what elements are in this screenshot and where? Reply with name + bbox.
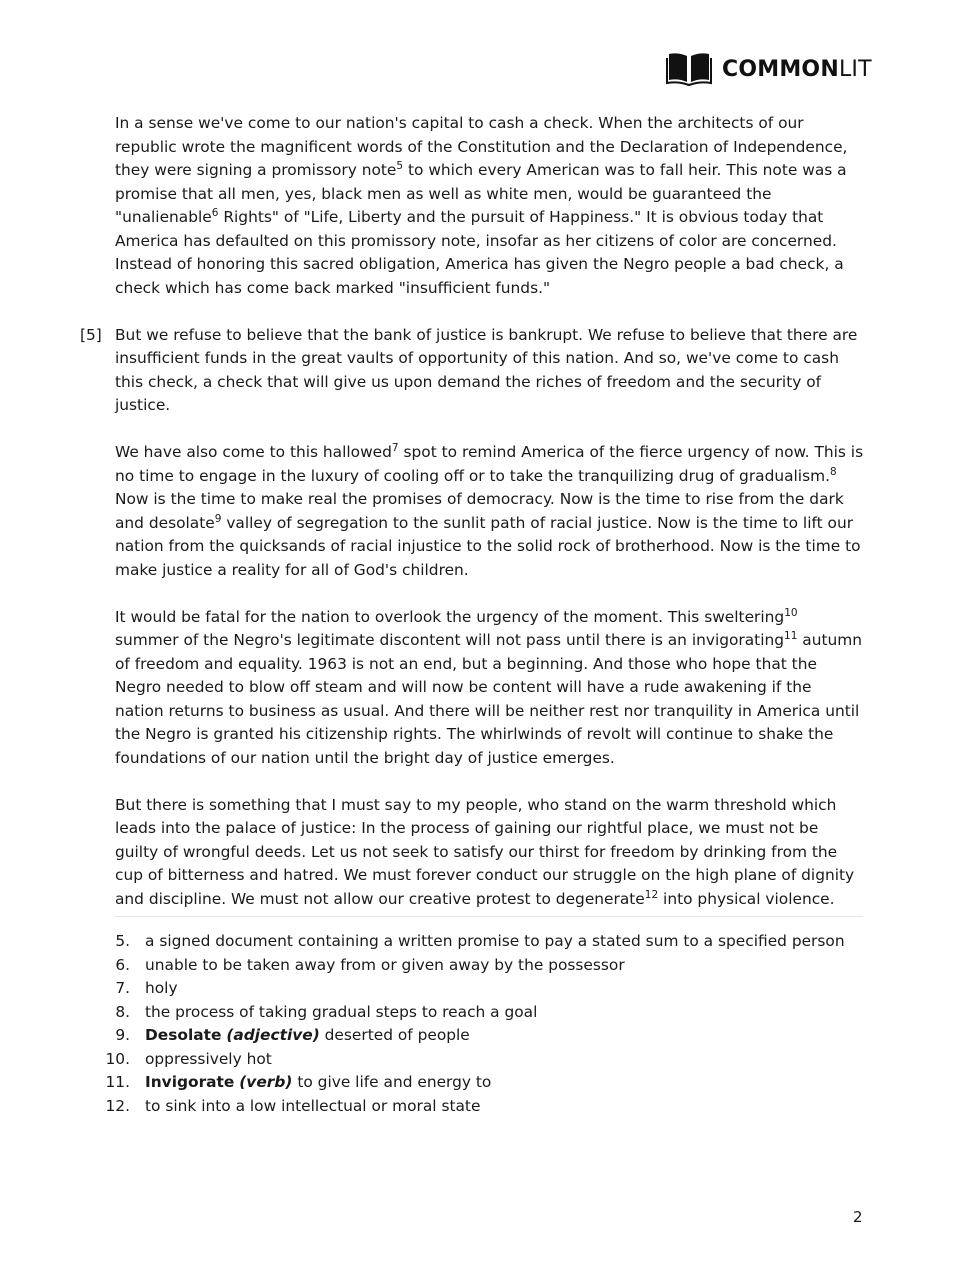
paragraph-text: into physical violence.: [658, 889, 835, 908]
paragraph-number: [5]: [80, 325, 102, 344]
footnote-reference[interactable]: 10: [784, 606, 798, 619]
footnote-body: [145, 954, 625, 978]
footnote-definition: oppressively hot: [145, 1049, 272, 1068]
footnote-number: 6.: [115, 955, 130, 974]
footnote-number: 8.: [115, 1002, 130, 1021]
paragraph-text: Now is the time to make real the promises of democracy. Now is the time to rise from the dark and desolate: [115, 490, 844, 532]
footnote-reference[interactable]: 5: [396, 159, 404, 172]
footnote-number: 10.: [105, 1049, 130, 1068]
footnote-definition: the process of taking gradual steps to reach a goal: [145, 1002, 538, 1021]
paragraph: [115, 112, 865, 300]
speech-text: [80, 112, 865, 935]
footnote-item: [100, 1095, 845, 1119]
footnote-reference[interactable]: 12: [644, 888, 659, 901]
footnote-body: [145, 1095, 480, 1119]
footnote-item: [100, 1001, 845, 1025]
paragraph-text: But we refuse to believe that the bank of justice is bankrupt. We refuse to believe that there are insufficient funds in the great vaults of opportunity of this nation. And so, we've come to cash this check, a check that will give us upon demand the riches of freedom and the security of justice.: [115, 325, 858, 414]
footnotes-list: [100, 930, 845, 1118]
footnote-definition: deserted of people: [324, 1026, 470, 1044]
footnote-term: Desolate: [145, 1026, 222, 1044]
paragraph-text: Rights" of "Life, Liberty and the pursuit of Happiness." It is obvious today that America has defaulted on this promissory note, insofar as her citizens of color are concerned. Instead of honoring this sacred obligation, America has given the Negro people a bad check, a check which has come back marked "insufficient funds.": [115, 208, 844, 297]
commonlit-logo: [666, 52, 872, 86]
footnote-reference[interactable]: 9: [214, 512, 222, 525]
footnote-definition: holy: [145, 979, 178, 997]
paragraph-text: In a sense we've come to our nation's capital to cash a check. When the architects of our republic wrote the magnificent words of the Constitution and the Declaration of Independence, they were signing a promissory note: [115, 114, 848, 179]
paragraph-text: autumn of freedom and equality. 1963 is not an end, but a beginning. And those who hope that the Negro needed to blow off steam and will now be content will have a rude awakening if the nation returns to business as usual. And there will be neither rest nor tranquility in America until the Negro is granted his citizenship rights. The whirlwinds of revolt will continue to shake the foundations of our nation until the bright day of justice emerges.: [115, 631, 863, 767]
footnote-reference[interactable]: 6: [211, 206, 219, 219]
paragraph-text: But there is something that I must say to my people, who stand on the warm threshold which leads into the palace of justice: In the process of gaining our rightful place, we must not be guilty of wrongful deeds. Let us not seek to satisfy our thirst for freedom by drinking from the cup of bitterness and hatred. We must forever conduct our struggle on the high plane of dignity and discipline. We must not allow our creative protest to degenerate: [115, 795, 855, 908]
open-book-icon: [666, 52, 712, 86]
footnote-reference[interactable]: 8: [830, 465, 837, 478]
footnote-part-of-speech: (verb): [239, 1073, 293, 1091]
paragraph-text: summer of the Negro's legitimate discontent will not pass until there is an invigorating: [115, 631, 785, 649]
footnote-item: [100, 954, 845, 978]
footnote-item: [100, 977, 845, 1001]
paragraph: [80, 324, 865, 418]
footnote-number: 12.: [105, 1096, 130, 1115]
logo-bold: COMMON: [722, 56, 839, 82]
footnote-body: [145, 977, 178, 1001]
footnote-item: [100, 1071, 845, 1095]
footnote-item: [100, 930, 845, 954]
footnote-body: [145, 930, 845, 954]
footnote-item: [100, 1048, 845, 1072]
page-number: 2: [853, 1208, 863, 1226]
footnote-term: Invigorate: [145, 1073, 235, 1091]
paragraph-text: to which every American was to fall heir. This note was a promise that all men, yes, black men as well as white men, would be guaranteed the "unalienable: [115, 161, 847, 226]
footnote-item: [100, 1024, 845, 1048]
footnote-divider: [115, 916, 863, 917]
footnote-reference[interactable]: 11: [784, 629, 798, 642]
footnote-definition: a signed document containing a written promise to pay a stated sum to a specified person: [145, 932, 845, 950]
footnote-body: [145, 1071, 491, 1095]
footnote-definition: to sink into a low intellectual or moral state: [145, 1096, 481, 1115]
footnote-number: 9.: [115, 1026, 130, 1044]
paragraph: [115, 606, 865, 771]
footnote-definition: unable to be taken away from or given away by the possessor: [145, 955, 625, 974]
paragraph-text: We have also come to this hallowed: [115, 443, 392, 461]
logo-text: [722, 57, 872, 82]
footnote-body: [145, 1048, 272, 1072]
footnote-part-of-speech: (adjective): [226, 1026, 320, 1044]
footnote-reference[interactable]: 7: [391, 441, 399, 454]
footnote-definition: to give life and energy to: [297, 1073, 492, 1091]
footnote-number: 11.: [105, 1073, 130, 1091]
logo-light: LIT: [838, 56, 872, 82]
footnote-body: [145, 1001, 537, 1025]
paragraph-text: It would be fatal for the nation to overlook the urgency of the moment. This sweltering: [115, 607, 785, 626]
footnote-number: 5.: [115, 932, 130, 950]
paragraph-text: valley of segregation to the sunlit path of racial justice. Now is the time to lift our nation from the quicksands of racial injustice to the solid rock of brotherhood. Now is the time to make justice a reality for all of God's children.: [115, 513, 861, 579]
paragraph-text: spot to remind America of the fierce urgency of now. This is no time to engage in the luxury of cooling off or to take the tranquilizing drug of gradualism.: [115, 443, 864, 485]
footnote-number: 7.: [115, 979, 130, 997]
paragraph: [115, 794, 865, 912]
paragraph: [115, 441, 865, 582]
footnote-body: [145, 1024, 470, 1048]
